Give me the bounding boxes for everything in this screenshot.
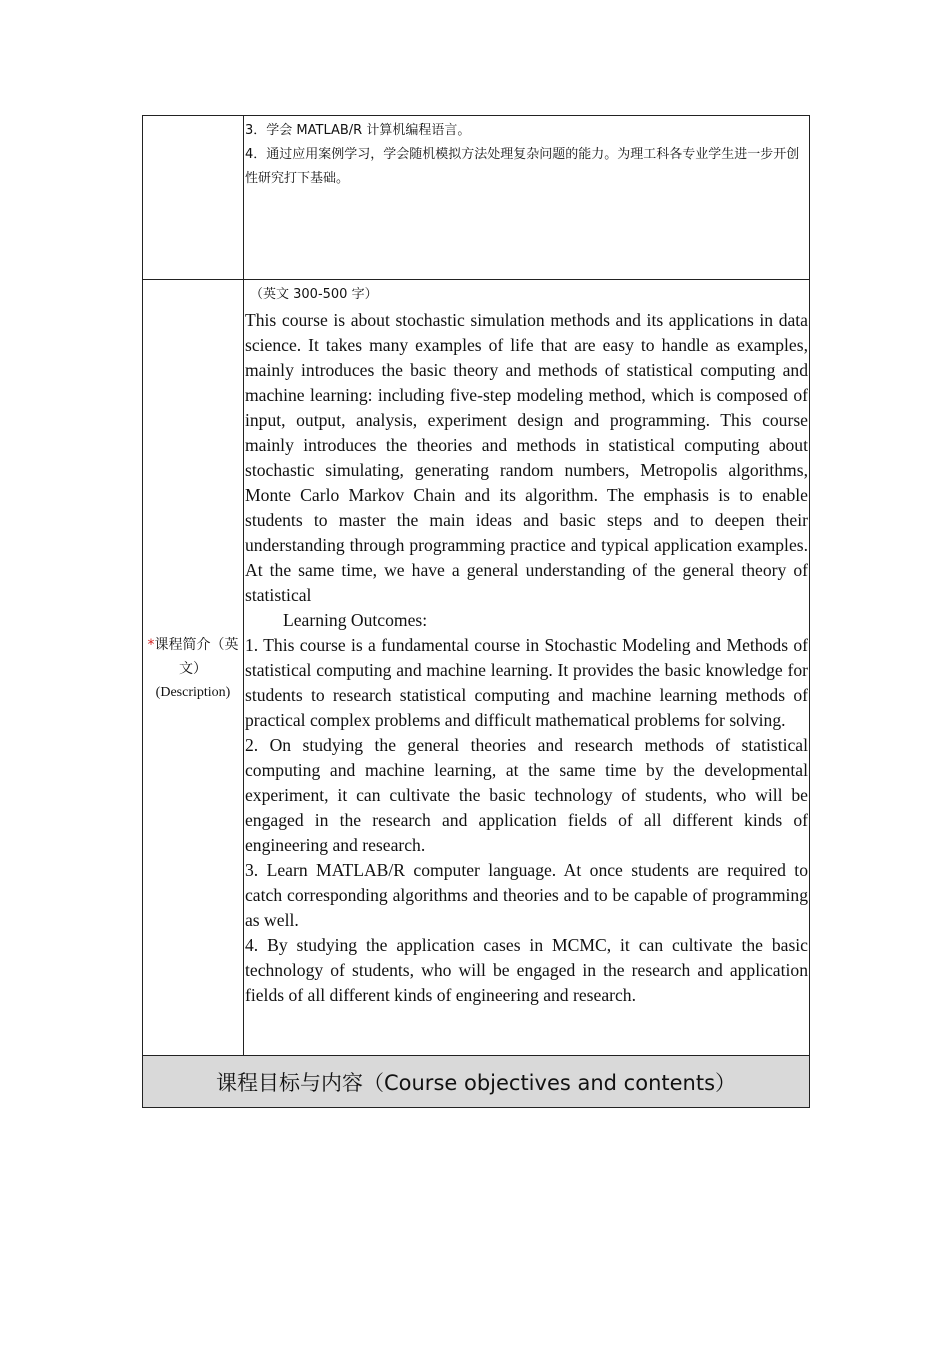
learning-outcome-1: 1. This course is a fundamental course in Stochastic Modeling and Methods of statistical computing and machine learning. It provides the basic knowledge for students to research statistical computing and machine learning methods of practical complex problems and difficult mathematical problems for solving.	[245, 635, 808, 730]
objective-item-3: 3．学会 MATLAB/R 计算机编程语言。	[245, 123, 471, 138]
learning-outcome-3: 3. Learn MATLAB/R computer language. At once students are required to catch corresponding algorithms and theories and to be capable of programming as well.	[245, 860, 808, 930]
learning-outcomes-heading: Learning Outcomes:	[283, 610, 428, 630]
learning-outcome-4: 4. By studying the application cases in MCMC, it can cultivate the basic technology of students, who will be engaged in the research and application fields of all different kinds of engineering and research.	[245, 935, 808, 1005]
description-body	[245, 308, 808, 1008]
word-count-note: （英文 300-500 字）	[250, 287, 378, 302]
description-label	[142, 633, 244, 705]
description-paragraph: This course is about stochastic simulation methods and its applications in data science. It takes many examples of life that are easy to handle as examples, mainly introduces the basic theory and methods of statistical computing and machine learning: including five-step modeling method, which is composed of input, output, analysis, experiment design and programming. This course mainly introduces the theories and methods in statistical computing about stochastic simulating, generating random numbers, Metropolis algorithms, Monte Carlo Markov Chain and its algorithm. The emphasis is to enable students to master the main ideas and basic steps and to deepen their understanding through programming practice and typical application examples. At the same time, we have a general understanding of the general theory of statistical	[245, 310, 808, 605]
objectives-continuation	[245, 119, 809, 191]
section-title: 课程目标与内容（Course objectives and contents）	[215, 1070, 737, 1095]
learning-outcome-2: 2. On studying the general theories and research methods of statistical computing and machine learning, at the same time by the developmental experiment, it can cultivate the basic technology of students, who will be engaged in the research and application fields of all different kinds of engineering and research.	[245, 735, 808, 855]
description-label-en: (Description)	[155, 685, 231, 700]
required-asterisk: *	[147, 637, 155, 653]
description-label-cn-1: 课程简介（英	[154, 637, 239, 653]
row1-label-cell	[142, 115, 244, 280]
description-label-cn-2: 文）	[179, 661, 207, 677]
objective-item-4: 4．通过应用案例学习，学会随机模拟方法处理复杂问题的能力。为理工科各专业学生进一步开创性研究打下基础。	[245, 147, 800, 186]
